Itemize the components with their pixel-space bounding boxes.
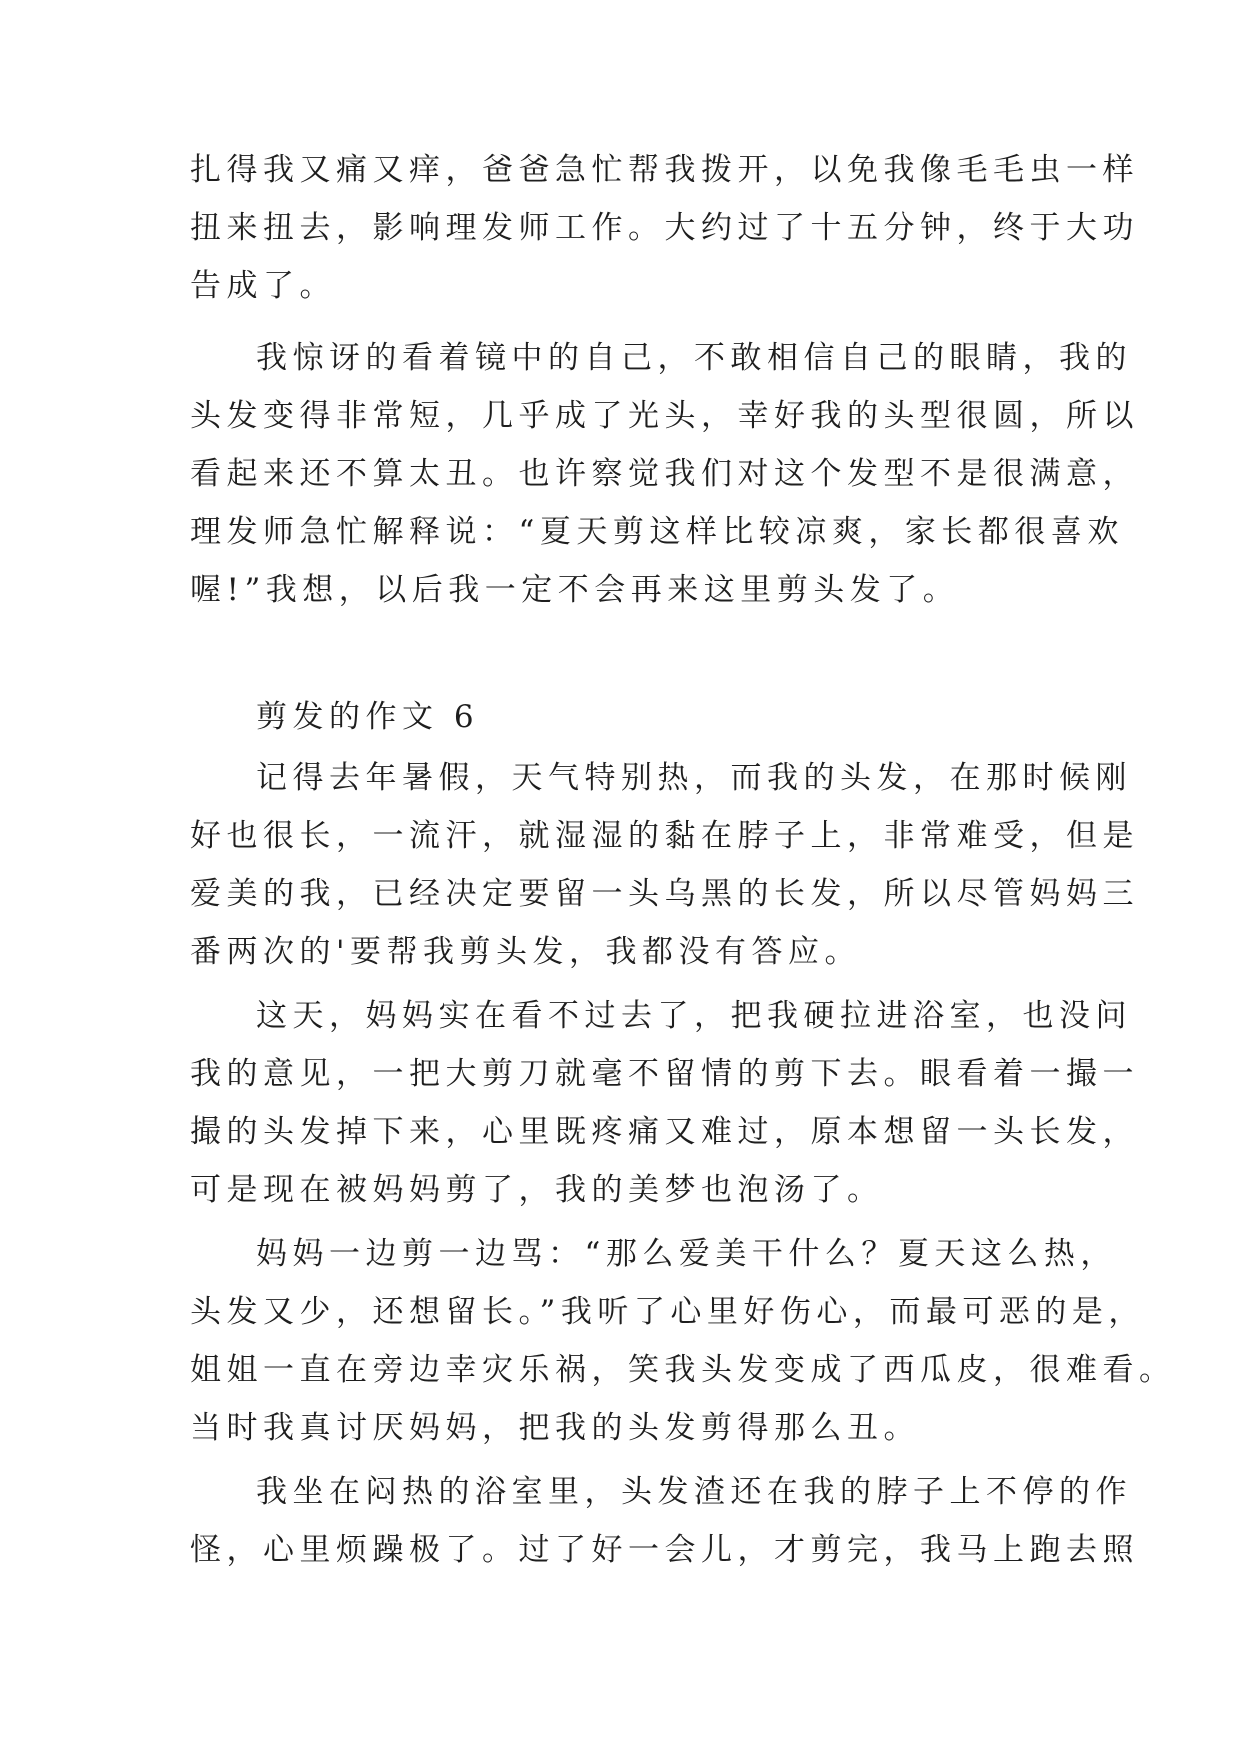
paragraph-line: 当时我真讨厌妈妈，把我的头发剪得那么丑。 — [190, 1410, 920, 1446]
paragraph-line: 记得去年暑假，天气特别热，而我的头发，在那时候刚 — [256, 760, 1132, 796]
paragraph-line: 头发又少，还想留长。”我听了心里好伤心，而最可恶的是， — [190, 1294, 1145, 1330]
section-heading: 剪发的作文 6 — [256, 699, 480, 735]
paragraph-line: 喔!”我想，以后我一定不会再来这里剪头发了。 — [190, 572, 960, 608]
paragraph-line: 怪，心里烦躁极了。过了好一会儿，才剪完，我马上跑去照 — [190, 1532, 1139, 1568]
paragraph-line: 妈妈一边剪一边骂：“那么爱美干什么？夏天这么热， — [256, 1236, 1117, 1272]
paragraph-line: 看起来还不算太丑。也许察觉我们对这个发型不是很满意， — [190, 456, 1139, 492]
paragraph-line: 理发师急忙解释说：“夏天剪这样比较凉爽，家长都很喜欢 — [190, 514, 1124, 550]
paragraph-line: 可是现在被妈妈剪了，我的美梦也泡汤了。 — [190, 1172, 884, 1208]
paragraph-line: 番两次的'要帮我剪头发，我都没有答应。 — [190, 934, 862, 970]
paragraph-line: 好也很长，一流汗，就湿湿的黏在脖子上，非常难受，但是 — [190, 818, 1139, 854]
paragraph-line: 这天，妈妈实在看不过去了，把我硬拉进浴室，也没问 — [256, 998, 1132, 1034]
paragraph-line: 爱美的我，已经决定要留一头乌黑的长发，所以尽管妈妈三 — [190, 876, 1139, 912]
paragraph-line: 我惊讶的看着镜中的自己，不敢相信自己的眼睛，我的 — [256, 340, 1132, 376]
paragraph-line: 扎得我又痛又痒，爸爸急忙帮我拨开，以免我像毛毛虫一样 — [190, 152, 1139, 188]
paragraph-line: 头发变得非常短，几乎成了光头，幸好我的头型很圆，所以 — [190, 398, 1139, 434]
paragraph-line: 我的意见，一把大剪刀就毫不留情的剪下去。眼看着一撮一 — [190, 1056, 1139, 1092]
paragraph-line: 姐姐一直在旁边幸灾乐祸，笑我头发变成了西瓜皮，很难看。 — [190, 1352, 1176, 1388]
paragraph-line: 扭来扭去，影响理发师工作。大约过了十五分钟，终于大功 — [190, 210, 1139, 246]
paragraph-line: 撮的头发掉下来，心里既疼痛又难过，原本想留一头长发， — [190, 1114, 1139, 1150]
paragraph-line: 告成了。 — [190, 268, 336, 304]
paragraph-line: 我坐在闷热的浴室里，头发渣还在我的脖子上不停的作 — [256, 1474, 1132, 1510]
